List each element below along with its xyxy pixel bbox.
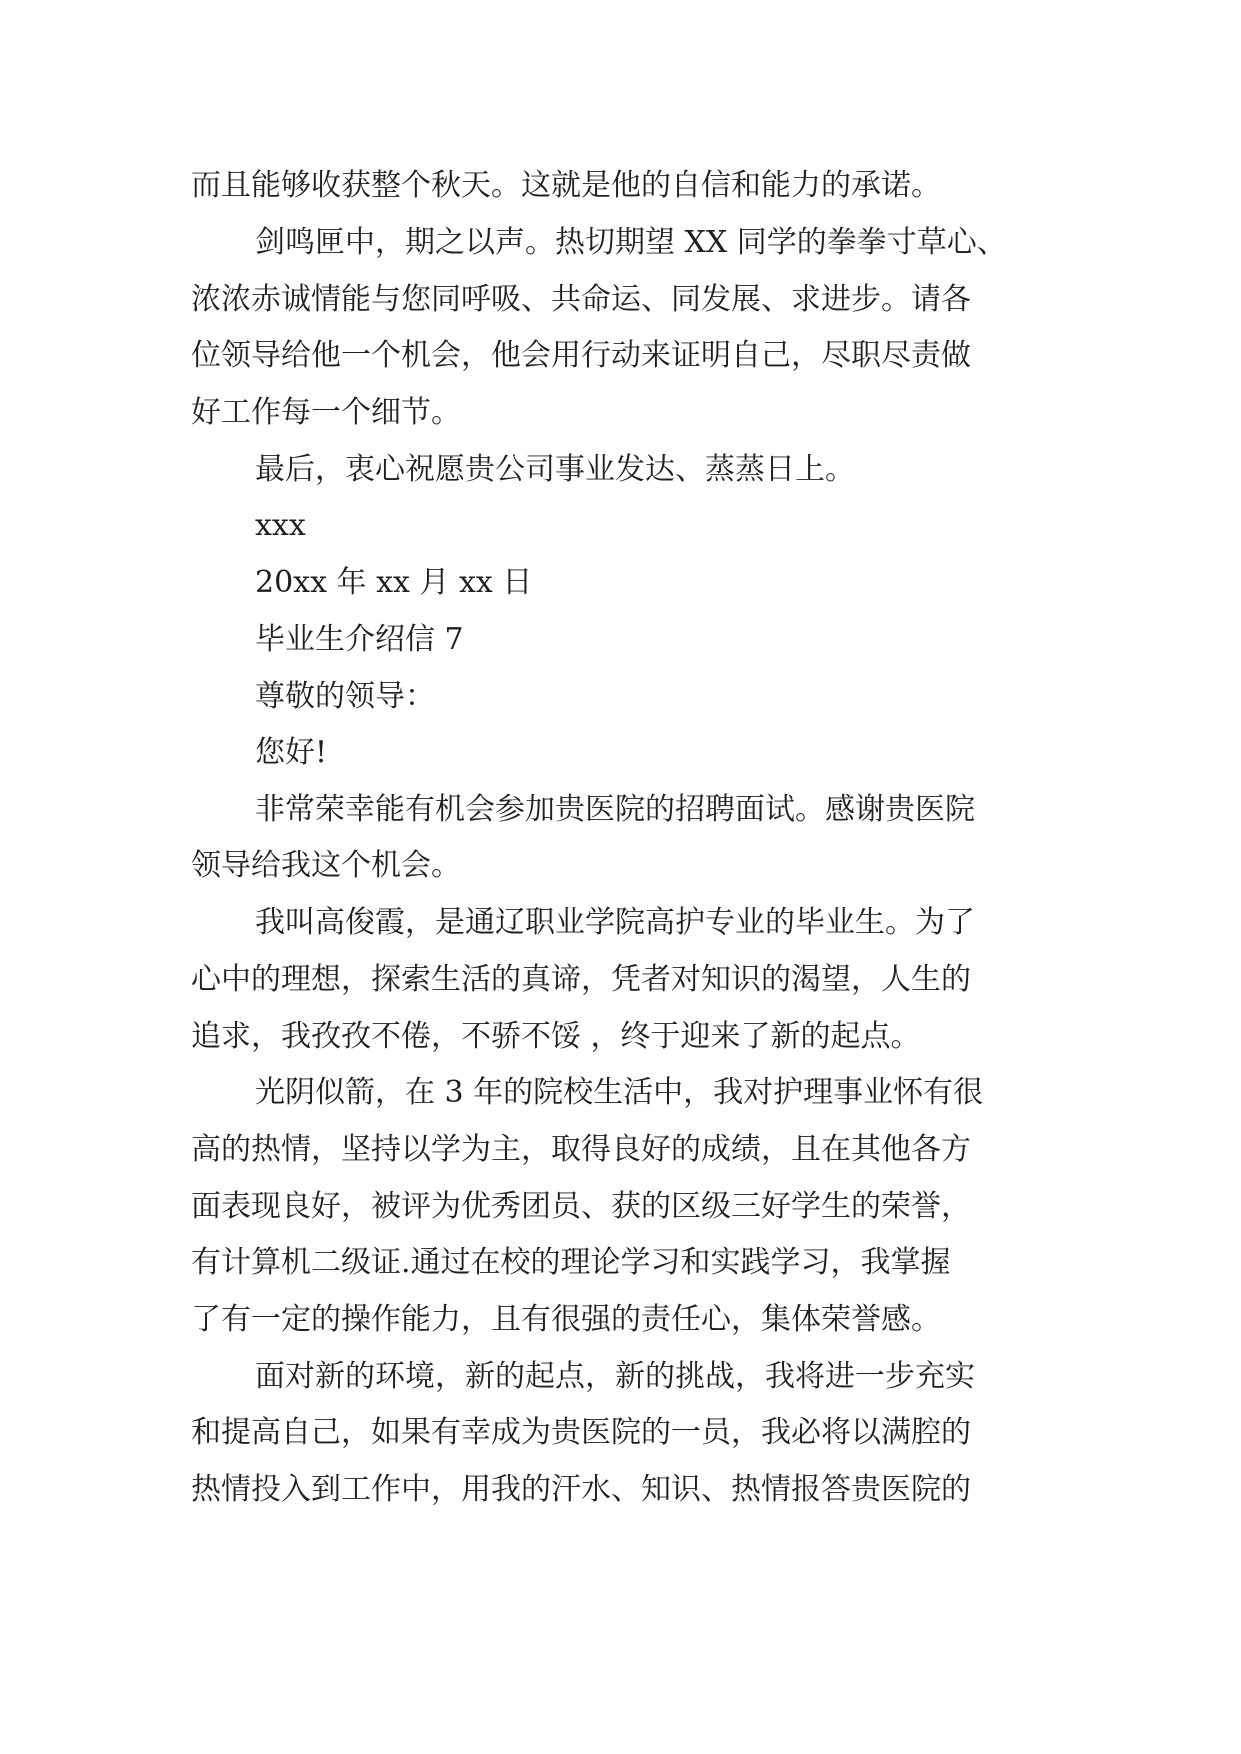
text-line: 心中的理想，探索生活的真谛，凭者对知识的渴望，人生的 [191,962,971,997]
text-line: 有计算机二级证.通过在校的理论学习和实践学习，我掌握 [191,1245,951,1280]
text-line: 位领导给他一个机会，他会用行动来证明自己，尽职尽责做 [191,338,971,373]
text-line: 好工作每一个细节。 [191,395,461,430]
text-line: 而且能够收获整个秋天。这就是他的自信和能力的承诺。 [191,168,941,203]
text-line: 追求，我孜孜不倦，不骄不馁 ，终于迎来了新的起点。 [191,1019,921,1054]
text-line: 我叫高俊霞，是通辽职业学院高护专业的毕业生。为了 [255,905,975,940]
greeting: 您好! [255,735,328,770]
text-line: 光阴似箭，在 3 年的院校生活中，我对护理事业怀有很 [255,1075,984,1110]
text-line: 面表现良好，被评为优秀团员、获的区级三好学生的荣誉， [191,1189,971,1224]
text-line: 热情投入到工作中，用我的汗水、知识、热情报答贵医院的 [191,1472,971,1507]
text-line: 领导给我这个机会。 [191,848,461,883]
salutation: 尊敬的领导： [255,679,435,714]
letter-title: 毕业生介绍信 7 [255,622,464,657]
text-line: 面对新的环境，新的起点，新的挑战，我将进一步充实 [255,1359,975,1394]
signature-date: 20xx 年 xx 月 xx 日 [255,565,533,600]
text-line: 非常荣幸能有机会参加贵医院的招聘面试。感谢贵医院 [255,792,975,827]
text-line: 浓浓赤诚情能与您同呼吸、共命运、同发展、求进步。请各 [191,282,971,317]
text-line: 了有一定的操作能力，且有很强的责任心，集体荣誉感。 [191,1302,941,1337]
text-line: 高的热情，坚持以学为主，取得良好的成绩，且在其他各方 [191,1132,971,1167]
text-line: 和提高自己，如果有幸成为贵医院的一员，我必将以满腔的 [191,1415,971,1450]
text-line: 剑鸣匣中，期之以声。热切期望 XX 同学的拳拳寸草心、 [255,225,1007,260]
text-line: 最后，衷心祝愿贵公司事业发达、蒸蒸日上。 [255,452,855,487]
signature-name: xxx [255,508,306,543]
